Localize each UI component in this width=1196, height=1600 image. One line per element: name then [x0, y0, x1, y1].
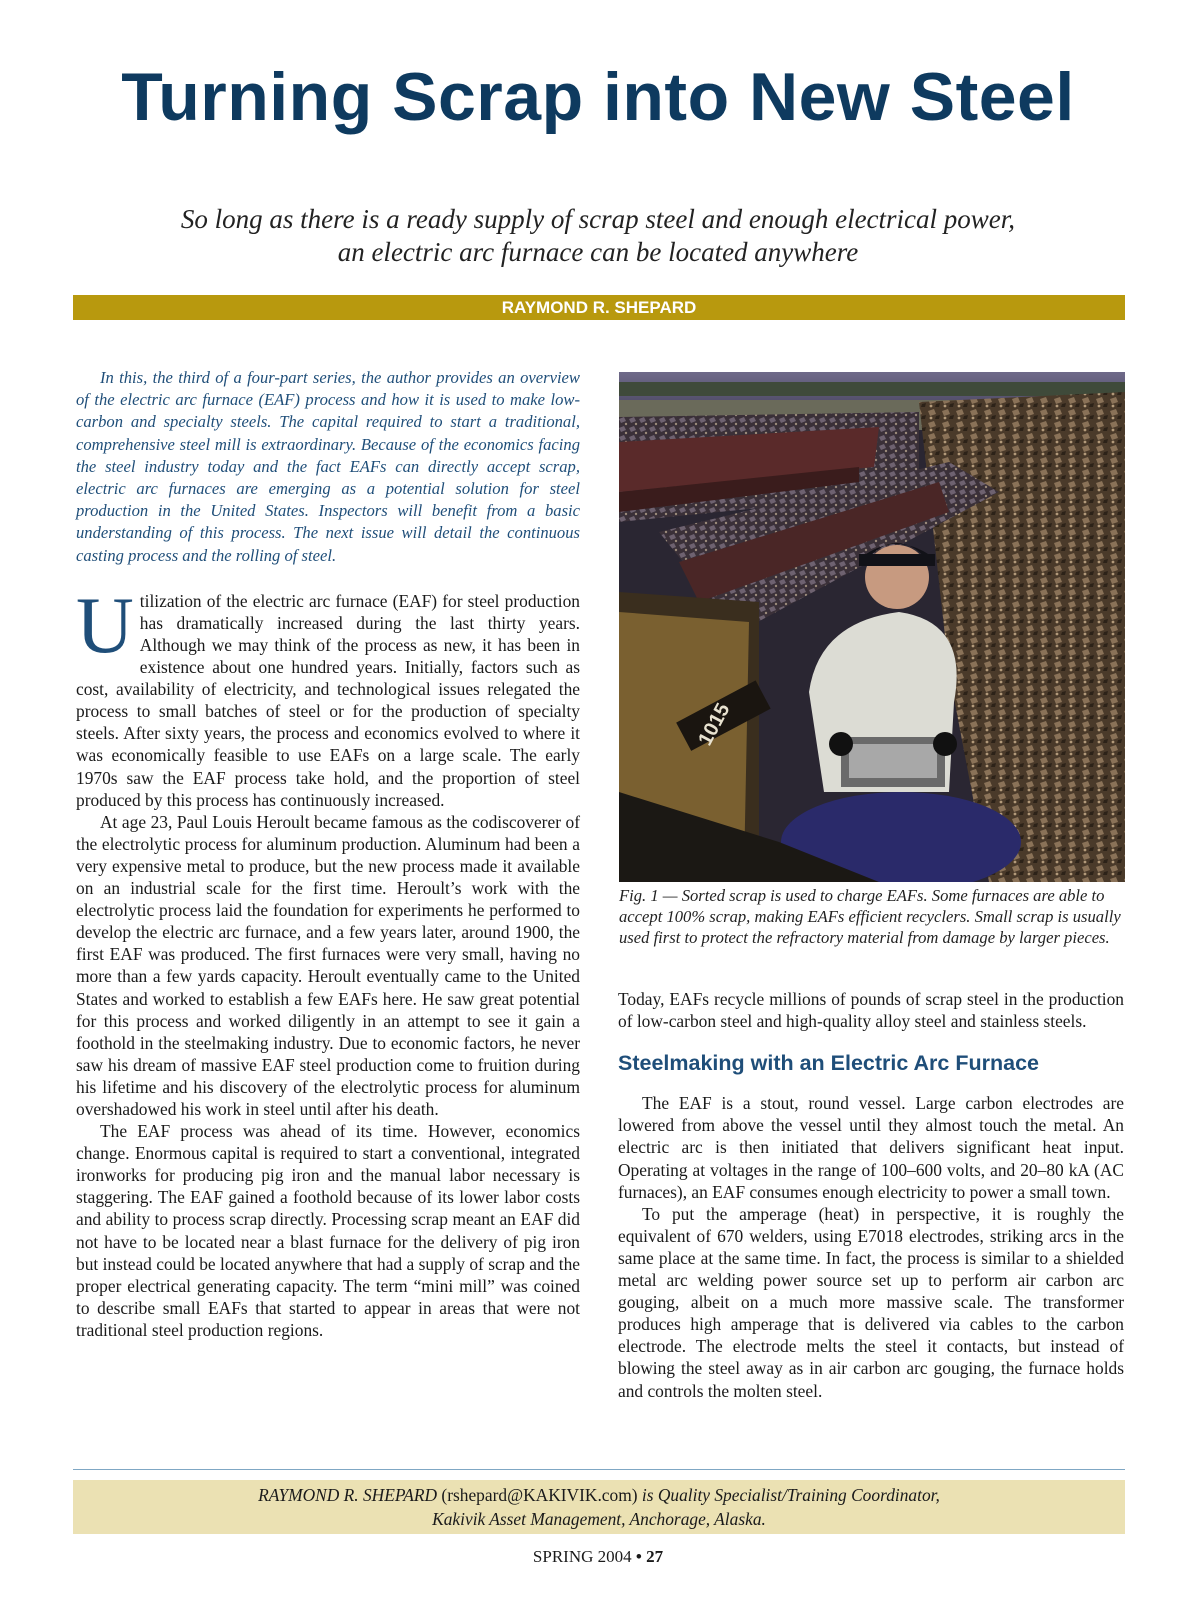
body-paragraph-1-text: tilization of the electric arc furnace (EAF) for steel production has dramatically increased during the last thirty years. Although we may think of the process as new, it has been in existence about one hundred years. Initially, factors such as cost, availability of electricity, and technological issues relegated the process to small batches of steel or for the production of specialty steels. After sixty years, the process and economics evolved to where it was economically feasible to use EAFs on a large scale. The early 1970s saw the EAF process take hold, and the proportion of steel produced by this process has continuously increased.	[76, 590, 580, 810]
body-paragraph-4: Today, EAFs recycle millions of pounds of scrap steel in the production of low-carbon steel and high-quality alloy steel and stainless steels.	[618, 989, 1124, 1032]
author-bio-line-1	[73, 1483, 1125, 1507]
body-paragraph-1	[76, 581, 580, 811]
footer-divider	[73, 1469, 1125, 1470]
drop-cap: U	[76, 581, 134, 670]
section-heading: Steelmaking with an Electric Arc Furnace	[618, 1051, 1039, 1076]
body-paragraph-6: To put the amperage (heat) in perspective, it is roughly the equivalent of 670 welders, using E7018 electrodes, striking arcs in the same place at the same time. In fact, the process is similar to a shielded metal arc welding power source set up to perform air carbon arc gouging, albeit on a much more massive scale. The transformer produces high amperage that is delivered via cables to the carbon electrode. The electrode melts the steel it contacts, but instead of blowing the steel away as in air carbon arc gouging, the furnace holds and controls the molten steel.	[618, 1203, 1124, 1401]
figure-caption: Fig. 1 — Sorted scrap is used to charge EAFs. Some furnaces are able to accept 100% scrap, making EAFs efficient recyclers. Small scrap is usually used first to protect the refractory material from damage by larger pieces.	[619, 886, 1121, 947]
body-paragraph-3: The EAF process was ahead of its time. However, economics change. Enormous capital is required to start a conventional, integrated ironworks for producing pig iron and the manual labor necessary is staggering. The EAF gained a foothold because of its lower labor costs and ability to process scrap directly. Processing scrap meant an EAF did not have to be located near a blast furnace for the delivery of pig iron but instead could be located anywhere that had a supply of scrap and the proper electrical generating capacity. The term “mini mill” was coined to describe small EAFs that started to appear in areas that were not traditional steel production regions.	[76, 1121, 580, 1340]
page-footer	[0, 1547, 1196, 1567]
author-role: is Quality Specialist/Training Coordinator,	[641, 1485, 940, 1505]
author-bio-line-2: Kakivik Asset Management, Anchorage, Alaska.	[432, 1509, 766, 1529]
figure-photo	[619, 372, 1125, 882]
article-abstract: In this, the third of a four-part series, the author provides an overview of the electric arc furnace (EAF) process and how it is used to make low-carbon and specialty steels. The capital required to start a traditional, comprehensive steel mill is extraordinary. Because of the economics facing the steel industry today and the fact EAFs can directly accept scrap, electric arc furnaces are emerging as a potential solution for steel production in the United States. Inspectors will benefit from a basic understanding of this process. The next issue will detail the continuous casting process and the rolling of steel.	[76, 368, 580, 565]
body-paragraph-2: At age 23, Paul Louis Heroult became famous as the codiscoverer of the electrolytic process for aluminum production. Aluminum had been a very expensive metal to produce, but the new process made it available on an industrial scale for the first time. Heroult’s work with the electrolytic process laid the foundation for experiments he performed to develop the electric arc furnace, and a few years later, around 1900, the first EAF was produced. The first furnaces were very small, having no more than a few yards capacity. Heroult eventually came to the United States and worked to establish a few EAFs here. He saw great potential for this process and worked diligently in an attempt to see it gain a foothold in the steelmaking industry. Due to economic factors, he never saw his dream of massive EAF steel production come to fruition during his lifetime and his discovery of the electrolytic process for aluminum overshadowed his work in steel until after his death.	[76, 811, 580, 1119]
author-email: (rshepard@KAKIVIK.com)	[441, 1485, 638, 1505]
body-paragraph-5: The EAF is a stout, round vessel. Large carbon electrodes are lowered from above the vessel until they almost touch the metal. An electric arc is then initiated that delivers significant heat input. Operating at voltages in the range of 100–600 volts, and 20–80 kA (AC furnaces), an EAF consumes enough electricity to power a small town.	[618, 1093, 1124, 1202]
page-number: 27	[646, 1547, 664, 1566]
car-number: 1015	[694, 699, 735, 750]
article-subtitle	[120, 203, 1076, 269]
left-column	[76, 367, 580, 1341]
author-bio-box	[73, 1480, 1125, 1534]
issue-label: SPRING 2004	[532, 1547, 632, 1566]
byline-bar: RAYMOND R. SHEPARD	[73, 295, 1125, 320]
scrap-yard-photo	[619, 372, 1125, 882]
right-column	[618, 988, 1124, 1402]
footer-bullet: •	[635, 1547, 642, 1566]
article-title: Turning Scrap into New Steel	[121, 59, 1075, 135]
subtitle-line-1: So long as there is a ready supply of scrap steel and enough electrical power,	[180, 204, 1016, 234]
subtitle-line-2: an electric arc furnace can be located anywhere	[337, 237, 859, 267]
author-name: RAYMOND R. SHEPARD	[258, 1485, 438, 1505]
